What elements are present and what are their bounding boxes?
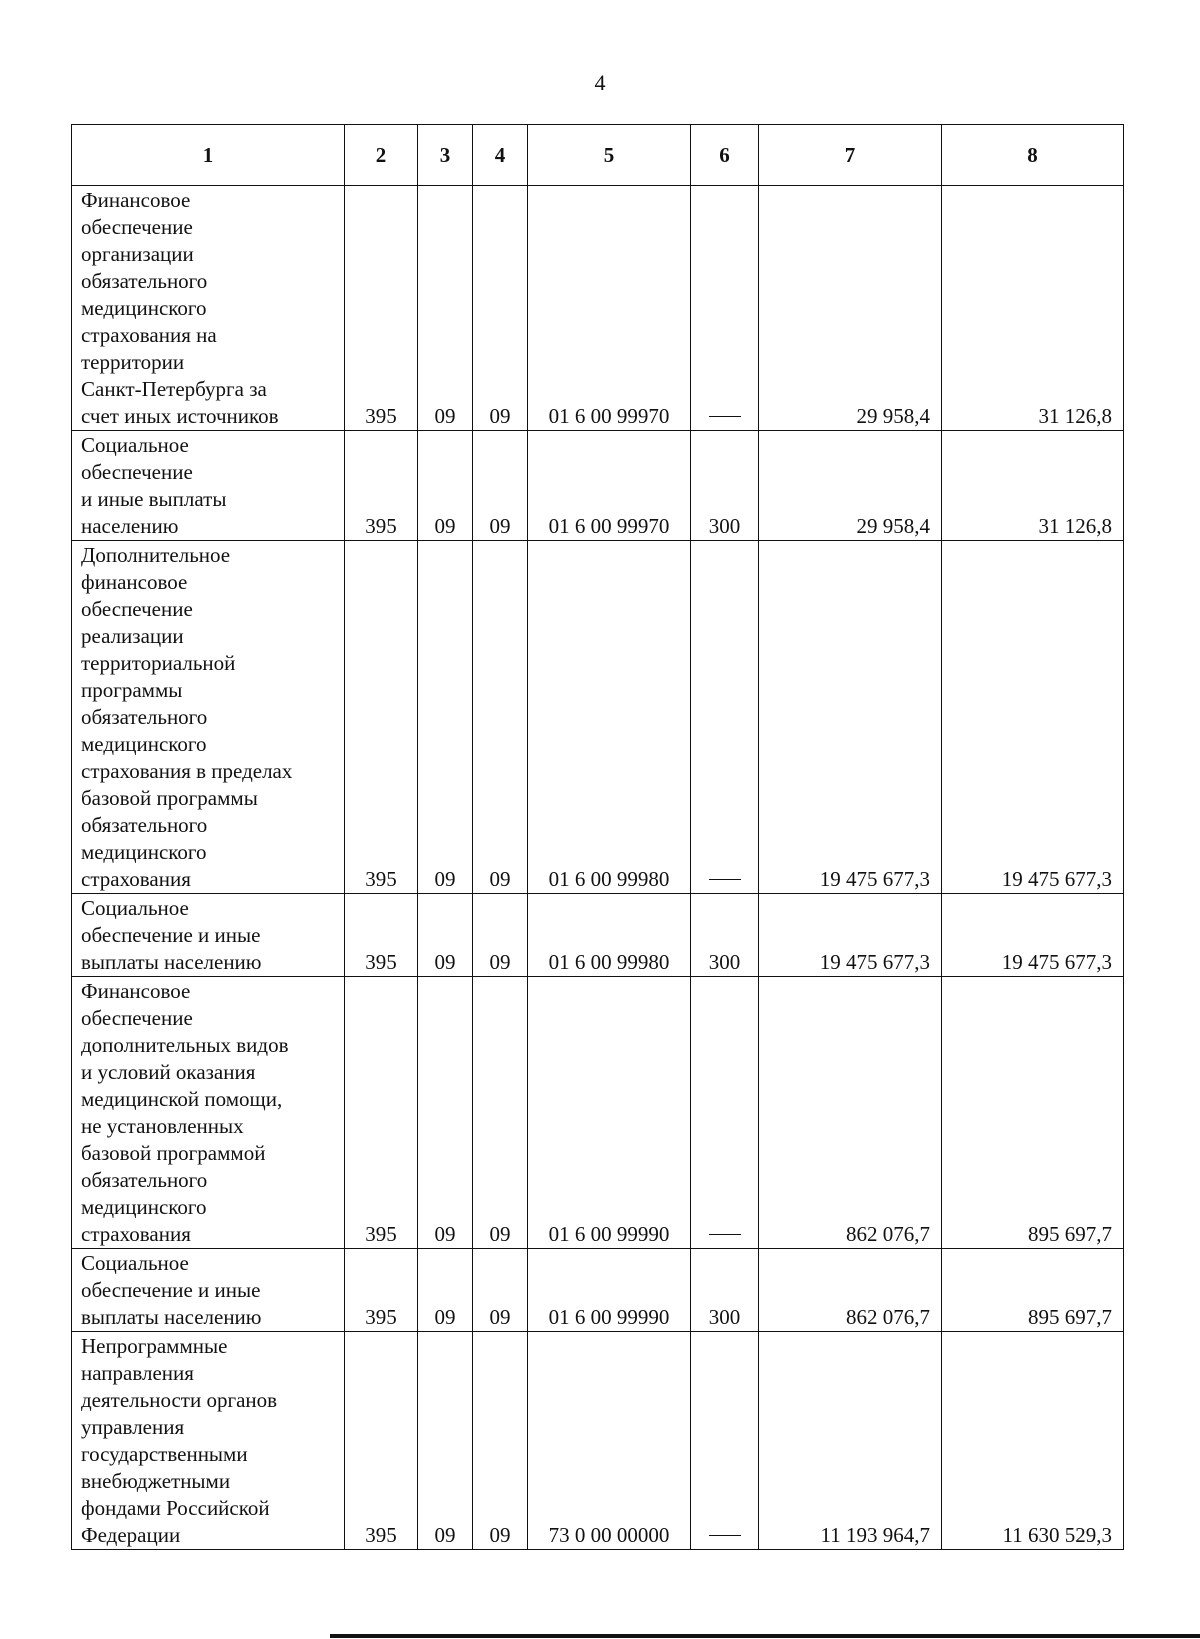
row-name: Дополнительное финансовое обеспечение реализации территориальной программы обязательного медицинского страхования в пределах базовой программы обязательного медицинского страхования — [72, 541, 345, 894]
row-amount-year-2: 19 475 677,3 — [942, 894, 1124, 977]
row-section: 09 — [418, 1332, 473, 1550]
table-row — [72, 894, 1124, 977]
row-ministry-code: 395 — [345, 1249, 418, 1332]
row-section: 09 — [418, 894, 473, 977]
row-subsection: 09 — [473, 894, 528, 977]
header-col-3: 3 — [418, 125, 473, 186]
dash-mark — [709, 416, 741, 417]
table-row — [72, 541, 1124, 894]
header-col-6: 6 — [691, 125, 759, 186]
row-ministry-code: 395 — [345, 977, 418, 1249]
row-target-article: 01 6 00 99970 — [528, 186, 691, 431]
header-col-5: 5 — [528, 125, 691, 186]
table-header-row — [72, 125, 1124, 186]
row-amount-year-2: 31 126,8 — [942, 186, 1124, 431]
row-amount-year-1: 29 958,4 — [759, 431, 942, 541]
row-amount-year-2: 19 475 677,3 — [942, 541, 1124, 894]
table-row — [72, 431, 1124, 541]
table-row — [72, 1332, 1124, 1550]
dash-mark — [709, 1535, 741, 1536]
row-expense-type: 300 — [691, 894, 759, 977]
row-subsection: 09 — [473, 1332, 528, 1550]
row-ministry-code: 395 — [345, 186, 418, 431]
table-row — [72, 977, 1124, 1249]
row-subsection: 09 — [473, 1249, 528, 1332]
header-col-2: 2 — [345, 125, 418, 186]
table-row — [72, 186, 1124, 431]
row-subsection: 09 — [473, 541, 528, 894]
row-ministry-code: 395 — [345, 894, 418, 977]
row-target-article: 01 6 00 99970 — [528, 431, 691, 541]
row-section: 09 — [418, 977, 473, 1249]
header-col-1: 1 — [72, 125, 345, 186]
row-target-article: 01 6 00 99980 — [528, 894, 691, 977]
header-col-8: 8 — [942, 125, 1124, 186]
bottom-scan-rule — [330, 1634, 1200, 1638]
budget-table — [71, 124, 1124, 1550]
row-amount-year-2: 895 697,7 — [942, 977, 1124, 1249]
dash-mark — [709, 879, 741, 880]
header-col-7: 7 — [759, 125, 942, 186]
table-row — [72, 1249, 1124, 1332]
row-target-article: 01 6 00 99990 — [528, 1249, 691, 1332]
page-number: 4 — [594, 70, 606, 95]
row-amount-year-2: 895 697,7 — [942, 1249, 1124, 1332]
row-ministry-code: 395 — [345, 541, 418, 894]
row-amount-year-1: 19 475 677,3 — [759, 894, 942, 977]
row-name: Социальное обеспечение и иные выплаты населению — [72, 1249, 345, 1332]
row-subsection: 09 — [473, 977, 528, 1249]
row-section: 09 — [418, 541, 473, 894]
row-expense-type — [691, 186, 759, 431]
row-ministry-code: 395 — [345, 431, 418, 541]
row-expense-type — [691, 977, 759, 1249]
row-subsection: 09 — [473, 186, 528, 431]
row-amount-year-2: 31 126,8 — [942, 431, 1124, 541]
row-name: Социальное обеспечение и иные выплаты населению — [72, 431, 345, 541]
row-expense-type: 300 — [691, 1249, 759, 1332]
row-section: 09 — [418, 186, 473, 431]
row-target-article: 01 6 00 99990 — [528, 977, 691, 1249]
row-amount-year-1: 862 076,7 — [759, 977, 942, 1249]
dash-mark — [709, 1234, 741, 1235]
row-section: 09 — [418, 431, 473, 541]
row-ministry-code: 395 — [345, 1332, 418, 1550]
row-amount-year-1: 29 958,4 — [759, 186, 942, 431]
row-section: 09 — [418, 1249, 473, 1332]
row-expense-type — [691, 541, 759, 894]
row-name: Финансовое обеспечение организации обязательного медицинского страхования на территории Санкт-Петербурга за счет иных источников — [72, 186, 345, 431]
row-name: Непрограммные направления деятельности органов управления государственными внебюджетными фондами Российской Федерации — [72, 1332, 345, 1550]
row-target-article: 01 6 00 99980 — [528, 541, 691, 894]
row-amount-year-1: 19 475 677,3 — [759, 541, 942, 894]
row-expense-type — [691, 1332, 759, 1550]
row-name: Финансовое обеспечение дополнительных видов и условий оказания медицинской помощи, не установленных базовой программой обязательного медицинского страхования — [72, 977, 345, 1249]
row-name: Социальное обеспечение и иные выплаты населению — [72, 894, 345, 977]
row-subsection: 09 — [473, 431, 528, 541]
row-expense-type: 300 — [691, 431, 759, 541]
row-amount-year-2: 11 630 529,3 — [942, 1332, 1124, 1550]
row-amount-year-1: 862 076,7 — [759, 1249, 942, 1332]
row-target-article: 73 0 00 00000 — [528, 1332, 691, 1550]
row-amount-year-1: 11 193 964,7 — [759, 1332, 942, 1550]
header-col-4: 4 — [473, 125, 528, 186]
